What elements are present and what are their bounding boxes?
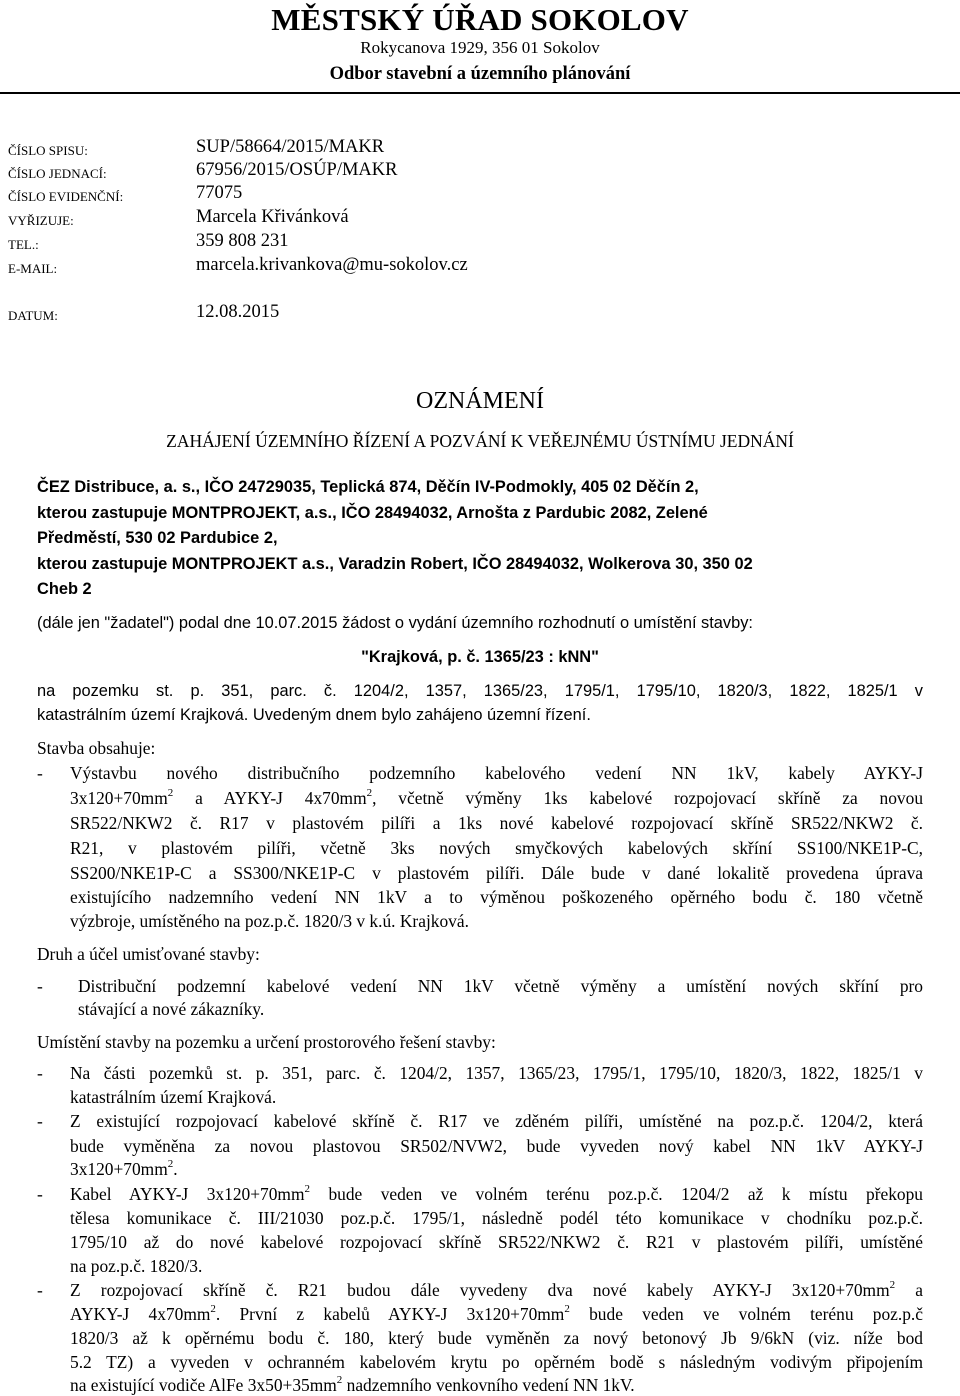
meta-value: marcela.krivankova@mu-sokolov.cz xyxy=(196,255,468,275)
meta-row-jednaci xyxy=(8,160,908,184)
stavba-text: a AYKY-J 4x70mm xyxy=(173,788,367,808)
umisteni-line: 1795/10 až do nové kabelové rozpojovací skříně SR522/NKW2 č. R21 v plastovém pilíři, umístěné xyxy=(70,1232,923,1252)
stavba-line xyxy=(70,788,923,810)
stavba-line: SS200/NKE1P-C a SS300/NKE1P-C v plastovém pilíři. Dále bude v dané lokalitě provedena úprava xyxy=(70,863,923,883)
meta-row-vyrizuje xyxy=(8,207,908,231)
meta-label: ČÍSLO SPISU: xyxy=(8,143,88,158)
bullet-dash: - xyxy=(37,1063,43,1083)
stavba-line: Výstavbu nového distribučního podzemního kabelového vedení NN 1kV, kabely AYKY-J xyxy=(70,763,923,783)
header-divider xyxy=(0,92,960,94)
umisteni-line: Na části pozemků st. p. 351, parc. č. 1204/2, 1357, 1365/23, 1795/1, 1795/10, 1820/3, 1822, 1825/1 v xyxy=(70,1063,923,1083)
superscript: 2 xyxy=(564,1304,570,1316)
bullet-dash: - xyxy=(37,976,43,996)
superscript: 2 xyxy=(167,788,174,800)
parcel-line: na pozemku st. p. 351, parc. č. 1204/2, 1357, 1365/23, 1795/1, 1795/10, 1820/3, 1822, 1825/1 v xyxy=(37,682,923,700)
meta-row-spis xyxy=(8,137,908,161)
meta-label: ČÍSLO EVIDENČNÍ: xyxy=(8,189,124,204)
meta-row-email xyxy=(8,255,908,279)
parcel-line: katastrálním území Krajková. Uvedeným dnem bylo zahájeno územní řízení. xyxy=(37,706,591,724)
meta-value: SUP/58664/2015/MAKR xyxy=(196,137,385,157)
umisteni-line: Z existující rozpojovací kabelové skříně č. R17 ve zděném pilíři, umístěné na poz.p.č. 1204/2, která xyxy=(70,1111,923,1131)
superscript: 2 xyxy=(889,1280,896,1292)
umisteni-text: bude veden ve volném terénu poz.p.č xyxy=(569,1304,923,1324)
office-address: Rokycanova 1929, 356 01 Sokolov xyxy=(360,38,600,57)
stavba-line: existujícího nadzemního vedení NN 1kV a to výměnou poškozeného opěrného bodu č. 180 včetně xyxy=(70,887,923,907)
umisteni-line xyxy=(70,1375,635,1396)
umisteni-line: 1820/3 až k opěrnému bodu č. 180, který bude vyměněn za nový betonový Jb 9/6kN (viz. níže bod xyxy=(70,1328,923,1348)
stavba-line: výzbroje, umístěného na poz.p.č. 1820/3 v k.ú. Krajková. xyxy=(70,911,469,931)
umisteni-line xyxy=(70,1280,923,1302)
umisteni-text: a xyxy=(895,1280,923,1300)
umisteni-line xyxy=(70,1304,923,1326)
stavba-line: SR522/NKW2 č. R17 v plastovém pilíři a 1ks nové kabelové rozpojovací skříně SR522/NKW2 č. xyxy=(70,813,923,833)
notice-subtitle: ZAHÁJENÍ ÚZEMNÍHO ŘÍZENÍ A POZVÁNÍ K VEŘEJNÉMU ÚSTNÍMU JEDNÁNÍ xyxy=(166,431,794,451)
meta-label: TEL.: xyxy=(8,237,39,252)
bullet-dash: - xyxy=(37,763,43,783)
druh-line: Distribuční podzemní kabelové vedení NN 1kV včetně výměny a umístění nových skříní pro xyxy=(78,976,923,996)
umisteni-line: bude vyměněna za novou plastovou SR502/NVW2, bude vyveden nový kabel NN 1kV AYKY-J xyxy=(70,1136,923,1156)
umisteni-line: tělesa komunikace č. III/21030 poz.p.č. 1795/1, následně podél této komunikace v chodníku poz.p.č. xyxy=(70,1208,923,1228)
applicant-line: Cheb 2 xyxy=(37,580,92,598)
meta-value: 77075 xyxy=(196,183,243,203)
umisteni-text: nadzemního venkovního vedení NN 1kV. xyxy=(342,1375,635,1395)
notice-title: OZNÁMENÍ xyxy=(416,388,544,414)
meta-row-datum xyxy=(8,302,908,326)
umisteni-line: katastrálním území Krajková. xyxy=(70,1087,277,1107)
meta-row-evidencni xyxy=(8,183,908,207)
superscript: 2 xyxy=(210,1304,216,1316)
section-heading: Umístění stavby na pozemku a určení prostorového řešení stavby: xyxy=(37,1032,496,1052)
request-text: (dále jen "žadatel") podal dne 10.07.2015 žádost o vydání územního rozhodnutí o umístění stavby: xyxy=(37,614,753,632)
superscript: 2 xyxy=(304,1184,310,1196)
umisteni-text: . První z kabelů AYKY-J 3x120+70mm xyxy=(215,1304,565,1324)
umisteni-line xyxy=(70,1184,923,1206)
stavba-text: , včetně výměny 1ks kabelové rozpojovací skříně za novou xyxy=(372,788,923,808)
meta-value: Marcela Křivánková xyxy=(196,207,349,227)
bullet-dash: - xyxy=(37,1111,43,1131)
umisteni-line: 5.2 TZ) a vyveden v ochranném kabelovém krytu po opěrném bodě s následným vodivým připojením xyxy=(70,1352,923,1372)
umisteni-text: Z rozpojovací skříně č. R21 budou dále vyvedeny dva nové kabely AYKY-J 3x120+70mm xyxy=(70,1280,890,1300)
applicant-line: kterou zastupuje MONTPROJEKT a.s., Varadzin Robert, IČO 28494032, Wolkerova 30, 350 02 xyxy=(37,555,753,573)
meta-row-tel xyxy=(8,231,908,255)
druh-line: stávající a nové zákazníky. xyxy=(78,999,265,1019)
superscript: 2 xyxy=(336,1374,343,1387)
umisteni-text: na existující vodiče AlFe 3x50+35mm xyxy=(70,1375,337,1395)
stavba-text: 3x120+70mm xyxy=(70,788,168,808)
meta-value: 67956/2015/OSÚP/MAKR xyxy=(196,160,398,180)
umisteni-line xyxy=(70,1159,178,1180)
superscript: 2 xyxy=(366,788,373,800)
meta-value: 359 808 231 xyxy=(196,231,289,251)
project-name: "Krajková, p. č. 1365/23 : kNN" xyxy=(361,648,599,666)
applicant-line: ČEZ Distribuce, a. s., IČO 24729035, Teplická 874, Děčín IV-Podmokly, 405 02 Děčín 2, xyxy=(37,478,699,496)
applicant-line: Předměstí, 530 02 Pardubice 2, xyxy=(37,529,278,547)
umisteni-text: . xyxy=(173,1159,178,1179)
section-heading: Druh a účel umisťované stavby: xyxy=(37,944,260,964)
applicant-line: kterou zastupuje MONTPROJEKT, a.s., IČO 28494032, Arnošta z Pardubic 2082, Zelené xyxy=(37,504,708,522)
bullet-dash: - xyxy=(37,1280,43,1300)
umisteni-text: bude veden ve volném terénu poz.p.č. 1204/2 až k místu překopu xyxy=(309,1184,923,1204)
meta-label: ČÍSLO JEDNACÍ: xyxy=(8,166,107,181)
meta-label: VYŘIZUJE: xyxy=(8,213,74,228)
stavba-line: R21, v plastovém pilíři, včetně 3ks nových smyčkových kabelových skříní SS100/NKE1P-C, xyxy=(70,838,923,858)
umisteni-text: AYKY-J 4x70mm xyxy=(70,1304,211,1324)
section-heading: Stavba obsahuje: xyxy=(37,738,156,758)
superscript: 2 xyxy=(167,1158,174,1171)
meta-value: 12.08.2015 xyxy=(196,302,280,322)
meta-label: DATUM: xyxy=(8,308,58,323)
office-title: MĚSTSKÝ ÚŘAD SOKOLOV xyxy=(271,2,689,37)
meta-label: E-MAIL: xyxy=(8,261,58,276)
umisteni-text: Kabel AYKY-J 3x120+70mm xyxy=(70,1184,305,1204)
department-name: Odbor stavební a územního plánování xyxy=(329,64,631,84)
umisteni-text: 3x120+70mm xyxy=(70,1159,168,1179)
umisteni-line: na poz.p.č. 1820/3. xyxy=(70,1256,203,1276)
bullet-dash: - xyxy=(37,1184,43,1204)
